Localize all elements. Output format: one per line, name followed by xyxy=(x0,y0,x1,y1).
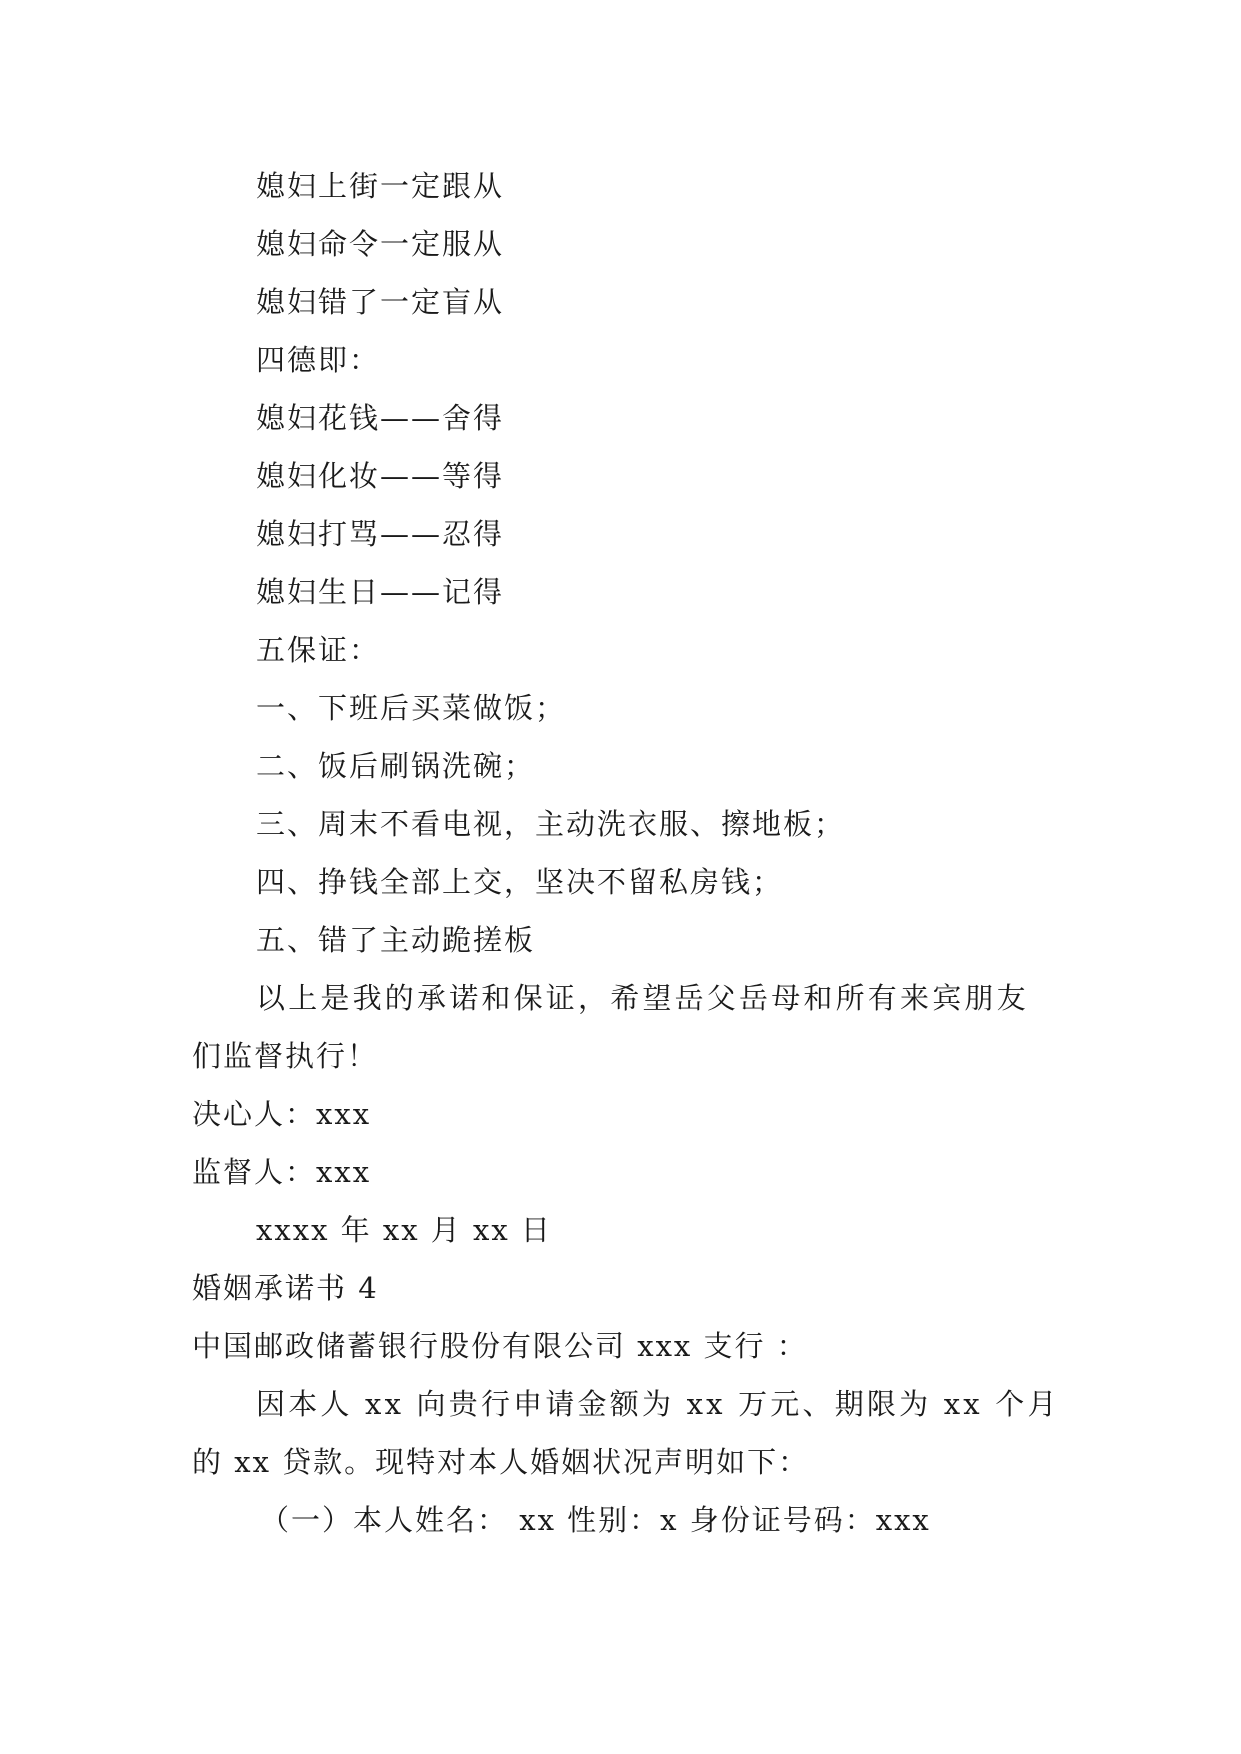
text-line: 五、错了主动跪搓板 xyxy=(256,923,536,957)
text-line: 媳妇生日——记得 xyxy=(256,575,505,609)
section-title: 婚姻承诺书 4 xyxy=(192,1271,379,1305)
text-line: 以上是我的承诺和保证，希望岳父岳母和所有来宾朋友 xyxy=(256,981,1029,1015)
text-line: 媳妇花钱——舍得 xyxy=(256,401,505,435)
signatory-line: 决心人：xxx xyxy=(192,1097,372,1131)
text-line: 媳妇错了一定盲从 xyxy=(256,285,505,319)
text-line: 一、下班后买菜做饭； xyxy=(256,691,567,725)
text-line: 因本人 xx 向贵行申请金额为 xx 万元、期限为 xx 个月 xyxy=(256,1387,1060,1421)
text-line: 的 xx 贷款。现特对本人婚姻状况声明如下： xyxy=(192,1445,810,1479)
text-line: 媳妇上街一定跟从 xyxy=(256,169,505,203)
date-line: xxxx 年 xx 月 xx 日 xyxy=(256,1213,552,1247)
text-line: 媳妇化妆——等得 xyxy=(256,459,505,493)
text-line: 媳妇打骂——忍得 xyxy=(256,517,505,551)
text-line: 三、周末不看电视，主动洗衣服、擦地板； xyxy=(256,807,846,841)
text-line: 五保证： xyxy=(256,633,381,667)
supervisor-line: 监督人：xxx xyxy=(192,1155,372,1189)
text-line: 们监督执行！ xyxy=(192,1039,379,1073)
text-line: 四、挣钱全部上交，坚决不留私房钱； xyxy=(256,865,784,899)
addressee-line: 中国邮政储蓄银行股份有限公司 xxx 支行 ： xyxy=(192,1329,808,1363)
text-line: 媳妇命令一定服从 xyxy=(256,227,505,261)
personal-info-line: （一）本人姓名： xx 性别：x 身份证号码：xxx xyxy=(260,1503,931,1537)
text-line: 四德即： xyxy=(256,343,381,377)
text-line: 二、饭后刷锅洗碗； xyxy=(256,749,536,783)
